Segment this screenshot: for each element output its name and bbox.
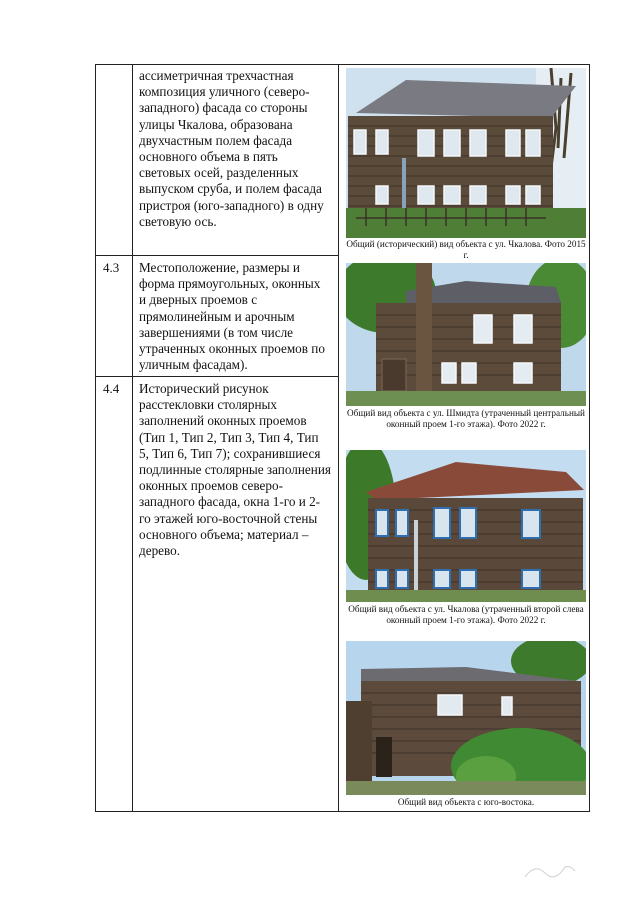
house-photo-3: [346, 450, 586, 602]
photo-historic-view: [346, 68, 586, 238]
column-divider: [132, 65, 133, 811]
photo-chkalova-street-view: [346, 450, 586, 602]
photo-shmidt-street-view: [346, 263, 586, 406]
row-description: Исторический рисунок расстекловки столярных заполнений оконных проемов (Тип 1, Тип 2, Тип 3, Тип 4, Тип 5, Тип 6, Тип 7); сохранившиеся подлинные столярные заполнения оконных проемов северо-западного фасада, окна 1-го и 2-го этажей юго-восточной стены основного объема; материал – дерево.: [139, 381, 331, 559]
column-divider: [338, 65, 339, 811]
photo-southeast-view: [346, 641, 586, 795]
faint-mark-icon: [520, 855, 580, 885]
photo-caption: Общий вид объекта с ул. Шмидта (утраченный центральный оконный проем 1-го этажа). Фото 2022 г.: [347, 408, 585, 430]
attributes-table: [95, 64, 590, 812]
house-photo-2: [346, 263, 586, 406]
photo-caption: Общий вид объекта с юго-востока.: [397, 797, 535, 807]
row-number: 4.4: [103, 381, 120, 396]
photo-caption: Общий вид объекта с ул. Чкалова (утраченный второй слева оконный проем 1-го этажа). Фото 2022 г.: [348, 604, 584, 626]
row-description: ассиметричная трехчастная композиция уличного (северо-западного) фасада со стороны улицы Чкалова, образована двухчастным полем фасада основного объема в пять световых осей, разделенных выпуском сруба, и полем фасада пристроя (юго-западного) в одну световую ось.: [139, 68, 324, 229]
row-divider: [96, 255, 339, 256]
photo-caption: Общий (исторический) вид объекта с ул. Чкалова. Фото 2015 г.: [346, 239, 586, 261]
row-number: 4.3: [103, 260, 120, 275]
row-description: Местоположение, размеры и форма прямоугольных, оконных и дверных проемов с прямолинейным и арочным завершениями (в том числе утраченных оконных проемов по уличным фасадам).: [139, 260, 325, 373]
house-photo-1: [346, 68, 586, 238]
house-photo-4: [346, 641, 586, 795]
row-divider: [96, 376, 339, 377]
